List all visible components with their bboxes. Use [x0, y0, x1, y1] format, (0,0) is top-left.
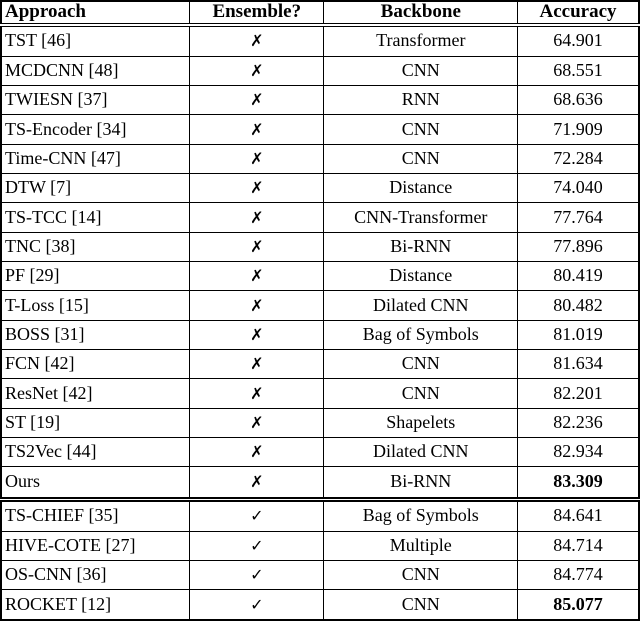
accuracy-cell: 74.040	[518, 174, 639, 203]
check-icon: ✓	[250, 565, 264, 585]
ensemble-cell	[190, 144, 324, 173]
ensemble-cell	[190, 561, 324, 590]
accuracy-cell: 81.019	[518, 320, 639, 349]
cross-icon: ✗	[250, 31, 264, 51]
accuracy-cell: 77.896	[518, 232, 639, 261]
backbone-cell: CNN	[324, 56, 518, 85]
cross-icon: ✗	[250, 472, 264, 492]
cross-icon: ✗	[250, 442, 264, 462]
table-row	[1, 203, 639, 232]
cross-icon: ✗	[250, 90, 264, 110]
accuracy-cell: 84.641	[518, 499, 639, 531]
ensemble-cell	[190, 115, 324, 144]
ensemble-cell	[190, 291, 324, 320]
ensemble-cell	[190, 438, 324, 467]
approach-cell: TS-TCC [14]	[1, 203, 190, 232]
ensemble-cell	[190, 56, 324, 85]
cross-icon: ✗	[250, 354, 264, 374]
table-row	[1, 531, 639, 560]
cross-icon: ✗	[250, 413, 264, 433]
backbone-cell: Bi-RNN	[324, 467, 518, 499]
header-ensemble: Ensemble?	[190, 1, 324, 25]
backbone-cell: CNN	[324, 590, 518, 620]
approach-cell: TST [46]	[1, 25, 190, 56]
table-body	[1, 25, 639, 620]
backbone-cell: Distance	[324, 174, 518, 203]
approach-cell: ResNet [42]	[1, 379, 190, 408]
accuracy-cell: 81.634	[518, 350, 639, 379]
ensemble-cell	[190, 262, 324, 291]
header-approach: Approach	[1, 1, 190, 25]
table-row	[1, 262, 639, 291]
backbone-cell: CNN	[324, 350, 518, 379]
backbone-cell: Bi-RNN	[324, 232, 518, 261]
backbone-cell: CNN-Transformer	[324, 203, 518, 232]
ensemble-cell	[190, 203, 324, 232]
ensemble-cell	[190, 86, 324, 115]
ensemble-cell	[190, 499, 324, 531]
ensemble-cell	[190, 350, 324, 379]
cross-icon: ✗	[250, 266, 264, 286]
table-row	[1, 86, 639, 115]
accuracy-cell: 82.236	[518, 408, 639, 437]
backbone-cell: CNN	[324, 115, 518, 144]
table-row	[1, 379, 639, 408]
backbone-cell: Multiple	[324, 531, 518, 560]
ensemble-cell	[190, 25, 324, 56]
accuracy-cell: 82.201	[518, 379, 639, 408]
ensemble-cell	[190, 467, 324, 499]
accuracy-cell: 68.551	[518, 56, 639, 85]
table-row	[1, 438, 639, 467]
approach-cell: TS-Encoder [34]	[1, 115, 190, 144]
approach-cell: FCN [42]	[1, 350, 190, 379]
approach-cell: TNC [38]	[1, 232, 190, 261]
approach-cell: MCDCNN [48]	[1, 56, 190, 85]
table-row	[1, 350, 639, 379]
ensemble-cell	[190, 232, 324, 261]
ensemble-cell	[190, 531, 324, 560]
accuracy-cell: 77.764	[518, 203, 639, 232]
approach-cell: DTW [7]	[1, 174, 190, 203]
table-row	[1, 56, 639, 85]
cross-icon: ✗	[250, 149, 264, 169]
cross-icon: ✗	[250, 383, 264, 403]
approach-cell: BOSS [31]	[1, 320, 190, 349]
accuracy-cell: 80.419	[518, 262, 639, 291]
backbone-cell: Dilated CNN	[324, 438, 518, 467]
check-icon: ✓	[250, 506, 264, 526]
cross-icon: ✗	[250, 207, 264, 227]
table-row	[1, 499, 639, 531]
cross-icon: ✗	[250, 119, 264, 139]
accuracy-cell: 68.636	[518, 86, 639, 115]
table-row	[1, 25, 639, 56]
approach-cell: ST [19]	[1, 408, 190, 437]
cross-icon: ✗	[250, 295, 264, 315]
accuracy-cell: 82.934	[518, 438, 639, 467]
approach-cell: TWIESN [37]	[1, 86, 190, 115]
table-row	[1, 561, 639, 590]
accuracy-cell: 83.309	[518, 467, 639, 499]
accuracy-cell: 84.714	[518, 531, 639, 560]
table-row	[1, 232, 639, 261]
backbone-cell: Shapelets	[324, 408, 518, 437]
accuracy-cell: 84.774	[518, 561, 639, 590]
accuracy-cell: 80.482	[518, 291, 639, 320]
ensemble-cell	[190, 174, 324, 203]
table-row	[1, 408, 639, 437]
cross-icon: ✗	[250, 178, 264, 198]
backbone-cell: Bag of Symbols	[324, 320, 518, 349]
approach-cell: OS-CNN [36]	[1, 561, 190, 590]
header-accuracy: Accuracy	[518, 1, 639, 25]
accuracy-cell: 64.901	[518, 25, 639, 56]
backbone-cell: Bag of Symbols	[324, 499, 518, 531]
table-row	[1, 320, 639, 349]
cross-icon: ✗	[250, 237, 264, 257]
table-row	[1, 174, 639, 203]
backbone-cell: Distance	[324, 262, 518, 291]
table-header	[1, 1, 639, 25]
table-row	[1, 467, 639, 499]
backbone-cell: Transformer	[324, 25, 518, 56]
approach-cell: HIVE-COTE [27]	[1, 531, 190, 560]
backbone-cell: CNN	[324, 379, 518, 408]
table-row	[1, 590, 639, 620]
approach-cell: PF [29]	[1, 262, 190, 291]
accuracy-cell: 71.909	[518, 115, 639, 144]
backbone-cell: CNN	[324, 144, 518, 173]
approach-cell: TS2Vec [44]	[1, 438, 190, 467]
check-icon: ✓	[250, 594, 264, 614]
approach-cell: TS-CHIEF [35]	[1, 499, 190, 531]
header-backbone: Backbone	[324, 1, 518, 25]
ensemble-cell	[190, 408, 324, 437]
backbone-cell: Dilated CNN	[324, 291, 518, 320]
table-row	[1, 291, 639, 320]
approach-cell: ROCKET [12]	[1, 590, 190, 620]
table-header-row	[1, 1, 639, 25]
accuracy-cell: 72.284	[518, 144, 639, 173]
check-icon: ✓	[250, 535, 264, 555]
approach-cell: T-Loss [15]	[1, 291, 190, 320]
cross-icon: ✗	[250, 61, 264, 81]
approach-cell: Time-CNN [47]	[1, 144, 190, 173]
accuracy-cell: 85.077	[518, 590, 639, 620]
cross-icon: ✗	[250, 325, 264, 345]
ensemble-cell	[190, 590, 324, 620]
table-row	[1, 115, 639, 144]
approach-cell: Ours	[1, 467, 190, 499]
backbone-cell: CNN	[324, 561, 518, 590]
ensemble-cell	[190, 379, 324, 408]
ensemble-cell	[190, 320, 324, 349]
backbone-cell: RNN	[324, 86, 518, 115]
table-row	[1, 144, 639, 173]
